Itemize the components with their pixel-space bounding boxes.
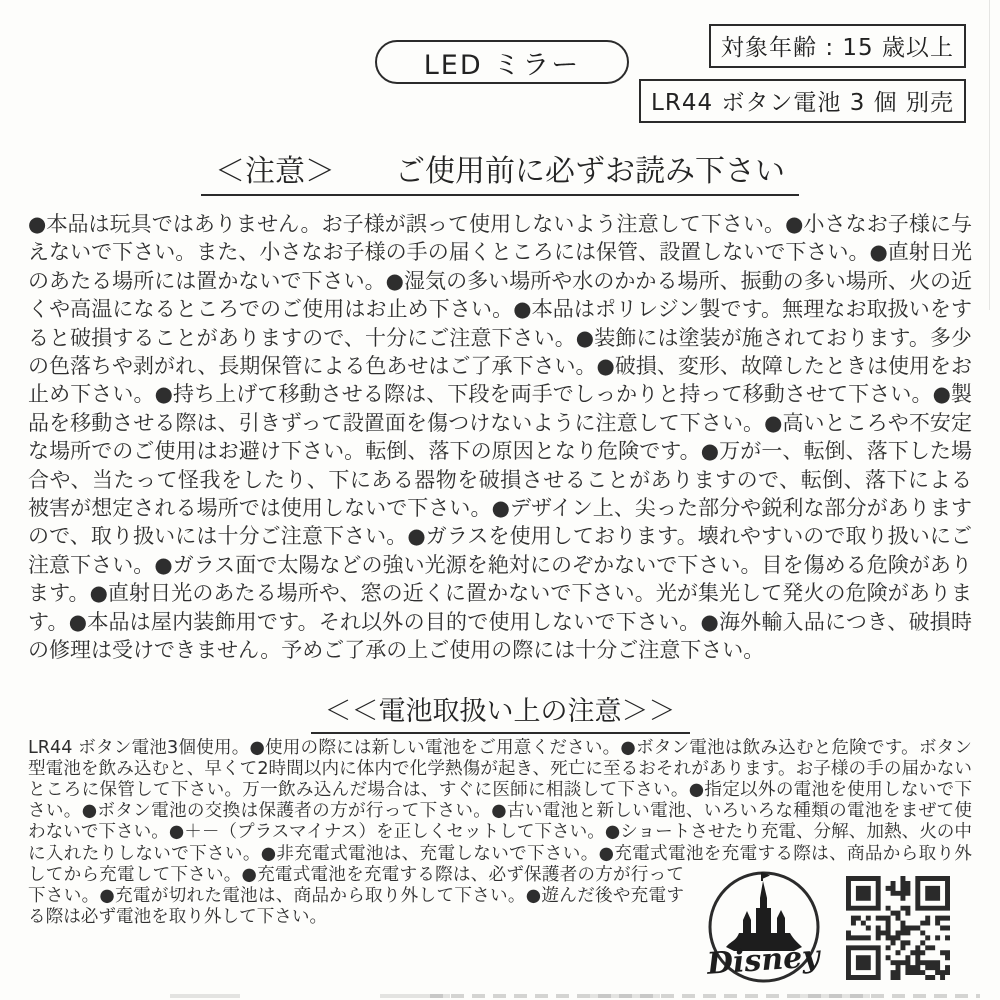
battery-body-part1: LR44 ボタン電池3個使用。●使用の際には新しい電池をご用意ください。●ボタン電池は飲み込むと危険です。ボタン型電池を飲み込むと、早くて2時間以内に体内で化学熱傷が起き、死亡に至るおそれがあります。お子様の手の届かないところに保管して下さい。万一飲み込んだ場合は、すぐに医師に相談して下さい。●指定以外の電池を使用しないで下さい。●ボタン電池の交換は保護者の方が行って下さい。●古い電池と新しい電池、いろいろな種類の電池をまぜて使わないで下さい。●＋－（プラスマイナス）を正しくセットして下さい。●ショートさせたり充電、分解、加熱、火の中に入れたりしないで下さい。●非充電式電池は、充電しないで下さい。●充電式電池を充電する際: [28, 737, 972, 864]
battery-body-text: [28, 737, 972, 982]
header: [28, 0, 972, 120]
caution-heading: [28, 146, 972, 190]
battery-sold-separately-box: [639, 79, 966, 123]
age-restriction-label: 対象年齢 : 15 歳以上: [721, 35, 954, 61]
battery-caution-heading: [28, 689, 972, 728]
scan-cutoff-marks: [30, 994, 980, 998]
product-name-badge: [375, 40, 629, 84]
scan-cutoff-artifact: [0, 994, 1000, 1000]
battery-caution-heading-text: ＜＜電池取扱い上の注意＞＞: [311, 696, 690, 734]
age-restriction-box: [709, 24, 966, 68]
brand-block: [698, 867, 950, 989]
qr-code: [846, 876, 950, 980]
caution-body-text: ●本品は玩具ではありません。お子様が誤って使用しないよう注意して下さい。●小さなお子様に与えないで下さい。また、小さなお子様の手の届くところには保管、設置しないで下さい。●直射日光のあたる場所には置かないで下さい。●湿気の多い場所や水のかかる場所、振動の多い場所、火の近くや高温になるところでのご使用はお止め下さい。●本品はポリレジン製です。無理なお取扱いをすると破損することがありますので、十分にご注意下さい。●装飾には塗装が施されております。多少の色落ちや剥がれ、長期保管による色あせはご了承下さい。●破損、変形、故障したときは使用をお止め下さい。●持ち上げて移動させる際は、下段を両手でしっかりと持って移動させて下さい。●製品を移動させる際は、引きずって設置面を傷つけないように注意して下さい。●高いところや不安定な場所でのご使用はお避け下さい。転倒、落下の原因となり危険です。●万が一、転倒、落下した場合や、当たって怪我をしたり、下にある器物を破損させることがありますので、転倒、落下による被害が想定される場所では使用しないで下さい。●デザイン上、尖った部分や鋭利な部分がありますので、取り扱いには十分ご注意下さい。●ガラスを使用しております。壊れやすいので取り扱いにご注意下さい。●ガラス面で太陽などの強い光源を絶対にのぞかないで下さい。目を傷める危険があります。●直射日光のあたる場所や、窓の近くに置かないで下さい。光が集光して発火の危険があります。●本品は屋内装飾用です。それ以外の目的で使用しないで下さい。●海外輸入品につき、破損時の修理は受けできません。予めご了承の上ご使用の際には十分ご注意下さい。: [28, 212, 972, 663]
paper-edge-line: [989, 0, 990, 310]
disney-castle-logo-icon: [698, 867, 830, 989]
disney-wordmark: Disney: [705, 938, 821, 982]
battery-sold-separately-label: LR44 ボタン電池 3 個 別売: [651, 90, 954, 116]
product-name-label: LED ミラー: [423, 49, 581, 81]
battery-body-part2: は、商品から取り外してから充電して下さい。●充電式電池を充電する際は、必ず保護者の方が行って下さい。●充電が切れた電池は、商品から取り外して下さい。●遊んだ後や充電する際は必ず電池を取り外して下さい。: [28, 843, 972, 928]
info-boxes: [639, 24, 966, 123]
caution-heading-text: ＜注意＞ ご使用前に必ずお読み下さい: [201, 154, 799, 196]
